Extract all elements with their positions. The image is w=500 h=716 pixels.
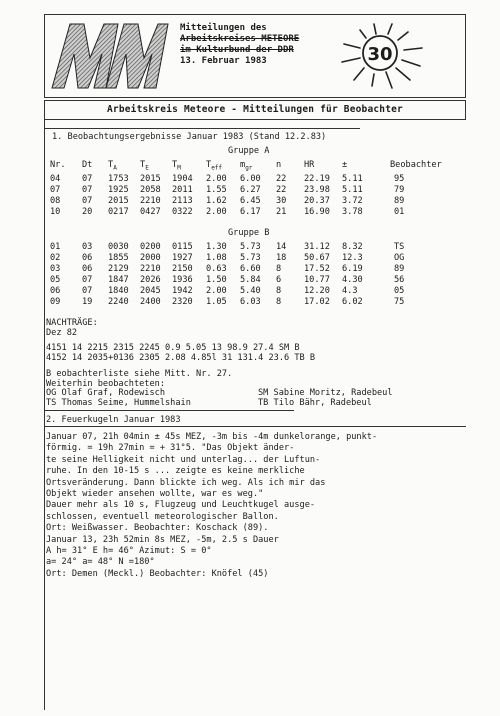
nachtrag-row: 4152 14 2035+0136 2305 2.08 4.85l 31 131.4 23.6 TB B bbox=[46, 353, 316, 363]
table-cell: 2.00 bbox=[206, 174, 227, 184]
fireball-line: Januar 07, 21h 04min ± 45s MEZ, -3m bis -4m dunkelorange, punkt- bbox=[46, 432, 378, 442]
issue-number: 30 bbox=[367, 44, 393, 65]
observer-list-note: B eobachterliste siehe Mitt. Nr. 27. bbox=[46, 369, 233, 379]
table-cell: 14 bbox=[276, 242, 287, 252]
table-cell: 5.40 bbox=[240, 286, 261, 296]
table-cell: 6.45 bbox=[240, 196, 261, 206]
table-row bbox=[50, 242, 470, 252]
table-cell: 56 bbox=[394, 275, 405, 285]
table-cell: 89 bbox=[394, 264, 405, 274]
table-cell: 07 bbox=[82, 174, 93, 184]
table-cell: 22 bbox=[276, 174, 287, 184]
mm-logo bbox=[48, 18, 170, 92]
table-cell: 2240 bbox=[108, 297, 129, 307]
table-cell: 1840 bbox=[108, 286, 129, 296]
table-cell: 22 bbox=[276, 185, 287, 195]
table-cell: 02 bbox=[50, 253, 61, 263]
table-cell: 20.37 bbox=[304, 196, 330, 206]
table-cell: OG bbox=[394, 253, 405, 263]
table-cell: 6.27 bbox=[240, 185, 261, 195]
table-cell: 12.20 bbox=[304, 286, 330, 296]
table-cell: 2129 bbox=[108, 264, 129, 274]
table-header bbox=[50, 160, 470, 174]
col-teff-sub: eff bbox=[211, 164, 223, 172]
col-te: T bbox=[140, 160, 146, 170]
table-cell: TS bbox=[394, 242, 405, 252]
table-cell: 5.73 bbox=[240, 242, 261, 252]
table-cell: 03 bbox=[50, 264, 61, 274]
table-cell: 30 bbox=[276, 196, 287, 206]
table-cell: 05 bbox=[394, 286, 405, 296]
header-text bbox=[180, 23, 299, 67]
fireball-line: ruhe. In den 10-15 s ... zeigte es keine merkliche bbox=[46, 466, 305, 477]
col-nr: Nr. bbox=[50, 160, 66, 170]
table-cell: 4.3 bbox=[342, 286, 358, 296]
additional-observers-note: Weiterhin beobachteten: bbox=[46, 379, 165, 389]
col-tm: T bbox=[172, 160, 178, 170]
table-cell: 2400 bbox=[140, 297, 161, 307]
table-row bbox=[50, 264, 470, 274]
table-cell: 19 bbox=[82, 297, 93, 307]
table-cell: 8 bbox=[276, 264, 282, 274]
col-ta: T bbox=[108, 160, 114, 170]
fireball-line: Objekt wieder ansehen wollte, war es weg." bbox=[46, 489, 264, 499]
table-cell: 0.63 bbox=[206, 264, 227, 274]
table-cell: 07 bbox=[50, 185, 61, 195]
table-cell: 10 bbox=[50, 207, 61, 217]
table-cell: 5.11 bbox=[342, 185, 363, 195]
header-line: im Kulturbund der DDR bbox=[180, 45, 294, 55]
table-cell: 2150 bbox=[172, 264, 193, 274]
table-cell: 8.32 bbox=[342, 242, 363, 252]
table-row bbox=[50, 174, 470, 184]
table-cell: 4.30 bbox=[342, 275, 363, 285]
table-cell: 5.84 bbox=[240, 275, 261, 285]
fireball-line: Dauer mehr als 10 s, Flugzeug und Leuchtkugel ausge- bbox=[46, 500, 316, 511]
col-teff: T bbox=[206, 160, 212, 170]
nachtrag-row: 4151 14 2215 2315 2245 0.9 5.05 13 98.9 27.4 SM B bbox=[46, 343, 300, 353]
table-cell: 8 bbox=[276, 286, 282, 296]
table-cell: 12.3 bbox=[342, 253, 363, 263]
header-line: Arbeitskreises METEORE bbox=[180, 34, 300, 44]
table-cell: 8 bbox=[276, 297, 282, 307]
section1-title: 1. Beobachtungsergebnisse Januar 1983 (Stand 12.2.83) bbox=[52, 132, 327, 142]
table-cell: 17.52 bbox=[304, 264, 330, 274]
fireball-line: Ort: Weißwasser. Beobachter: Koschack (89). bbox=[46, 523, 269, 534]
table-cell: 1904 bbox=[172, 174, 193, 184]
table-cell: 2045 bbox=[140, 286, 161, 296]
col-ta-sub: A bbox=[113, 164, 117, 172]
table-cell: 2113 bbox=[172, 196, 193, 206]
section-rule bbox=[44, 128, 360, 129]
col-tm-sub: M bbox=[177, 164, 181, 172]
table-row bbox=[50, 196, 470, 206]
col-dt: Dt bbox=[82, 160, 93, 170]
table-cell: 3.78 bbox=[342, 207, 363, 217]
table-cell: 07 bbox=[82, 286, 93, 296]
fireball-line: Januar 13, 23h 52min 8s MEZ, -5m, 2.5 s Dauer bbox=[46, 534, 279, 545]
table-cell: 1927 bbox=[172, 253, 193, 263]
table-row bbox=[50, 297, 470, 307]
table-cell: 0322 bbox=[172, 207, 193, 217]
observer-entry: SM Sabine Moritz, Radebeul bbox=[258, 388, 393, 398]
table-cell: 0200 bbox=[140, 242, 161, 252]
table-cell: 07 bbox=[82, 275, 93, 285]
table-cell: 09 bbox=[50, 297, 61, 307]
section2-title: 2. Feuerkugeln Januar 1983 bbox=[46, 415, 181, 425]
table-cell: 2320 bbox=[172, 297, 193, 307]
observer-entry: TB Tilo Bähr, Radebeul bbox=[258, 398, 372, 408]
table-cell: 06 bbox=[50, 286, 61, 296]
fireball-line: te seine Helligkeit nicht und unterlag... der Luftun- bbox=[46, 454, 321, 465]
table-cell: 75 bbox=[394, 297, 405, 307]
table-cell: 6.02 bbox=[342, 297, 363, 307]
section-rule bbox=[44, 426, 466, 427]
table-cell: 01 bbox=[50, 242, 61, 252]
table-cell: 22.19 bbox=[304, 174, 330, 184]
table-cell: 07 bbox=[82, 185, 93, 195]
table-cell: 2.00 bbox=[206, 207, 227, 217]
table-cell: 06 bbox=[82, 253, 93, 263]
table-row bbox=[50, 275, 470, 285]
table-cell: 18 bbox=[276, 253, 287, 263]
table-row bbox=[50, 286, 470, 296]
table-cell: 1.30 bbox=[206, 242, 227, 252]
table-cell: 1847 bbox=[108, 275, 129, 285]
table-cell: 1.05 bbox=[206, 297, 227, 307]
table-cell: 6.17 bbox=[240, 207, 261, 217]
fireball-line: schlossen, eventuell meteorologischer Ballon. bbox=[46, 511, 279, 522]
table-cell: 1925 bbox=[108, 185, 129, 195]
col-n: n bbox=[276, 160, 282, 170]
table-cell: 1855 bbox=[108, 253, 129, 263]
table-cell: 2026 bbox=[140, 275, 161, 285]
banner: Arbeitskreis Meteore - Mitteilungen für Beobachter bbox=[44, 100, 466, 120]
group-a-label: Gruppe A bbox=[228, 146, 270, 156]
table-cell: 0115 bbox=[172, 242, 193, 252]
table-cell: 79 bbox=[394, 185, 405, 195]
table-cell: 07 bbox=[82, 196, 93, 206]
table-cell: 89 bbox=[394, 196, 405, 206]
table-row bbox=[50, 253, 470, 263]
col-te-sub: E bbox=[145, 164, 149, 172]
table-cell: 08 bbox=[50, 196, 61, 206]
section-rule bbox=[44, 410, 294, 411]
table-cell: 23.98 bbox=[304, 185, 330, 195]
table-cell: 1.08 bbox=[206, 253, 227, 263]
table-cell: 05 bbox=[50, 275, 61, 285]
table-cell: 50.67 bbox=[304, 253, 330, 263]
table-cell: 6.03 bbox=[240, 297, 261, 307]
table-cell: 3.72 bbox=[342, 196, 363, 206]
observer-entry: TS Thomas Seime, Hummelshain bbox=[46, 398, 191, 408]
table-cell: 6.60 bbox=[240, 264, 261, 274]
table-cell: 03 bbox=[82, 242, 93, 252]
col-pm: ± bbox=[342, 160, 348, 170]
table-cell: 5.73 bbox=[240, 253, 261, 263]
table-cell: 01 bbox=[394, 207, 405, 217]
table-cell: 1942 bbox=[172, 286, 193, 296]
table-cell: 2015 bbox=[140, 174, 161, 184]
table-cell: 0030 bbox=[108, 242, 129, 252]
table-cell: 6 bbox=[276, 275, 282, 285]
table-cell: 2.00 bbox=[206, 286, 227, 296]
table-cell: 95 bbox=[394, 174, 405, 184]
sun-issue-badge bbox=[330, 22, 430, 92]
nachtraege-label: NACHTRÄGE: bbox=[46, 318, 98, 328]
table-cell: 6.19 bbox=[342, 264, 363, 274]
nachtraege-month: Dez 82 bbox=[46, 328, 78, 338]
table-row bbox=[50, 207, 470, 217]
table-cell: 5.11 bbox=[342, 174, 363, 184]
table-cell: 1.50 bbox=[206, 275, 227, 285]
table-cell: 2058 bbox=[140, 185, 161, 195]
group-b-label: Gruppe B bbox=[228, 228, 270, 238]
table-cell: 2000 bbox=[140, 253, 161, 263]
header-date: 13. Februar 1983 bbox=[180, 56, 267, 66]
table-cell: 6.00 bbox=[240, 174, 261, 184]
table-cell: 2011 bbox=[172, 185, 193, 195]
table-cell: 1.55 bbox=[206, 185, 227, 195]
table-cell: 21 bbox=[276, 207, 287, 217]
header-line: Mitteilungen des bbox=[180, 23, 267, 33]
col-mgr: m bbox=[240, 160, 246, 170]
observer-entry: OG Olaf Graf, Rodewisch bbox=[46, 388, 165, 398]
table-row bbox=[50, 185, 470, 195]
table-cell: 1936 bbox=[172, 275, 193, 285]
table-cell: 04 bbox=[50, 174, 61, 184]
table-cell: 1.62 bbox=[206, 196, 227, 206]
table-cell: 0217 bbox=[108, 207, 129, 217]
table-cell: 0427 bbox=[140, 207, 161, 217]
table-cell: 10.77 bbox=[304, 275, 330, 285]
table-cell: 16.90 bbox=[304, 207, 330, 217]
fireball-line: Ortsveränderung. Dann blickte ich weg. Als ich mir das bbox=[46, 477, 326, 488]
fireball-line: förmig. = 19h 27min = + 31°5. "Das Objekt änder- bbox=[46, 443, 295, 454]
col-hr: HR bbox=[304, 160, 315, 170]
fireball-line: A h= 31° E h= 46° Azimut: S = 0° bbox=[46, 546, 212, 556]
table-cell: 2210 bbox=[140, 196, 161, 206]
table-cell: 1753 bbox=[108, 174, 129, 184]
table-cell: 06 bbox=[82, 264, 93, 274]
fireball-line: a= 24° a= 48° N =180° bbox=[46, 557, 155, 568]
table-cell: 2015 bbox=[108, 196, 129, 206]
table-cell: 17.02 bbox=[304, 297, 330, 307]
table-cell: 31.12 bbox=[304, 242, 330, 252]
fireball-line: Ort: Demen (Meckl.) Beobachter: Knöfel (45) bbox=[46, 568, 269, 579]
table-cell: 20 bbox=[82, 207, 93, 217]
table-cell: 2210 bbox=[140, 264, 161, 274]
col-mgr-sub: gr bbox=[245, 164, 253, 172]
col-beobachter: Beobachter bbox=[390, 160, 442, 170]
